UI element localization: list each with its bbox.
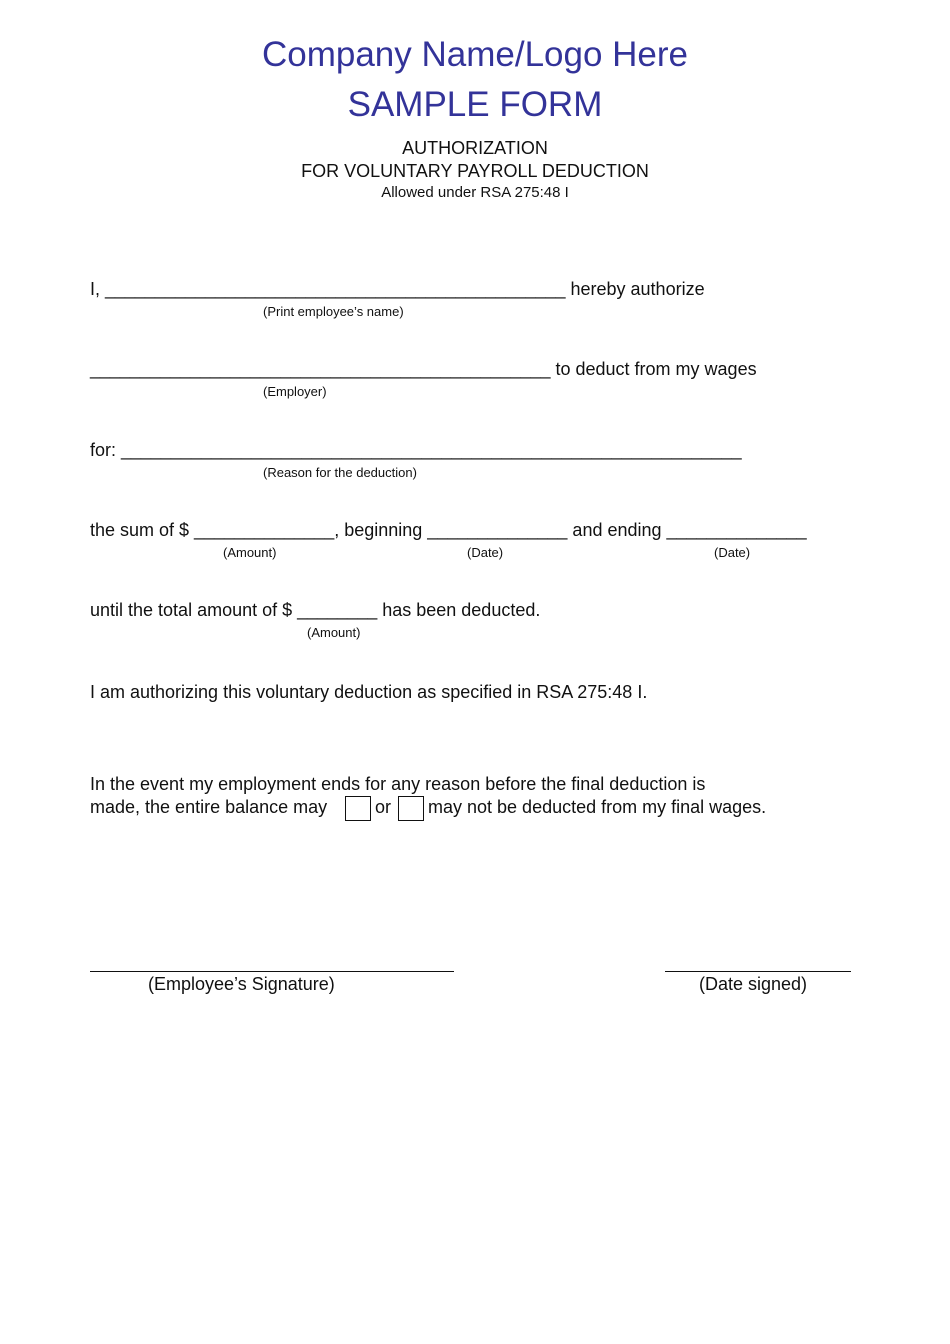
- employee-signature-line[interactable]: [90, 971, 454, 972]
- employee-signature-label: (Employee’s Signature): [148, 974, 335, 994]
- employer-hint: (Employer): [263, 384, 327, 399]
- company-name-logo: Company Name/Logo Here: [261, 35, 689, 74]
- may-not-deduct-checkbox[interactable]: [398, 796, 424, 821]
- begin-date-hint: (Date): [467, 545, 504, 560]
- balance-clause-prefix: made, the entire balance may: [90, 797, 328, 817]
- total-amount-line[interactable]: until the total amount of $ ________ has been deducted.: [90, 600, 541, 620]
- employment-ends-clause: In the event my employment ends for any reason before the final deduction is: [90, 774, 706, 794]
- balance-clause-suffix: may not be deducted from my final wages.: [428, 797, 767, 817]
- reason-hint: (Reason for the deduction): [263, 465, 417, 480]
- form-title-authorization: AUTHORIZATION: [402, 138, 548, 158]
- reason-line[interactable]: for: ______________________________________________________________: [90, 440, 742, 460]
- end-date-hint: (Date): [714, 545, 751, 560]
- amount-hint: (Amount): [223, 545, 277, 560]
- authorization-statement: I am authorizing this voluntary deduction as specified in RSA 275:48 I.: [90, 682, 648, 702]
- employer-line[interactable]: ______________________________________________ to deduct from my wages: [90, 359, 757, 379]
- may-deduct-checkbox[interactable]: [345, 796, 371, 821]
- employee-name-line[interactable]: I, ______________________________________________ hereby authorize: [90, 279, 705, 299]
- employee-name-hint: (Print employee’s name): [263, 304, 404, 319]
- sample-form-title: SAMPLE FORM: [347, 85, 603, 124]
- date-signed-line[interactable]: [665, 971, 851, 972]
- balance-clause-or: or: [375, 797, 392, 817]
- date-signed-label: (Date signed): [699, 974, 808, 994]
- form-subtitle-rsa: Allowed under RSA 275:48 I: [381, 184, 569, 201]
- amount-dates-line[interactable]: the sum of $ ______________, beginning ______________ and ending ______________: [90, 520, 807, 540]
- form-title-payroll-deduction: FOR VOLUNTARY PAYROLL DEDUCTION: [301, 161, 649, 181]
- total-amount-hint: (Amount): [307, 625, 361, 640]
